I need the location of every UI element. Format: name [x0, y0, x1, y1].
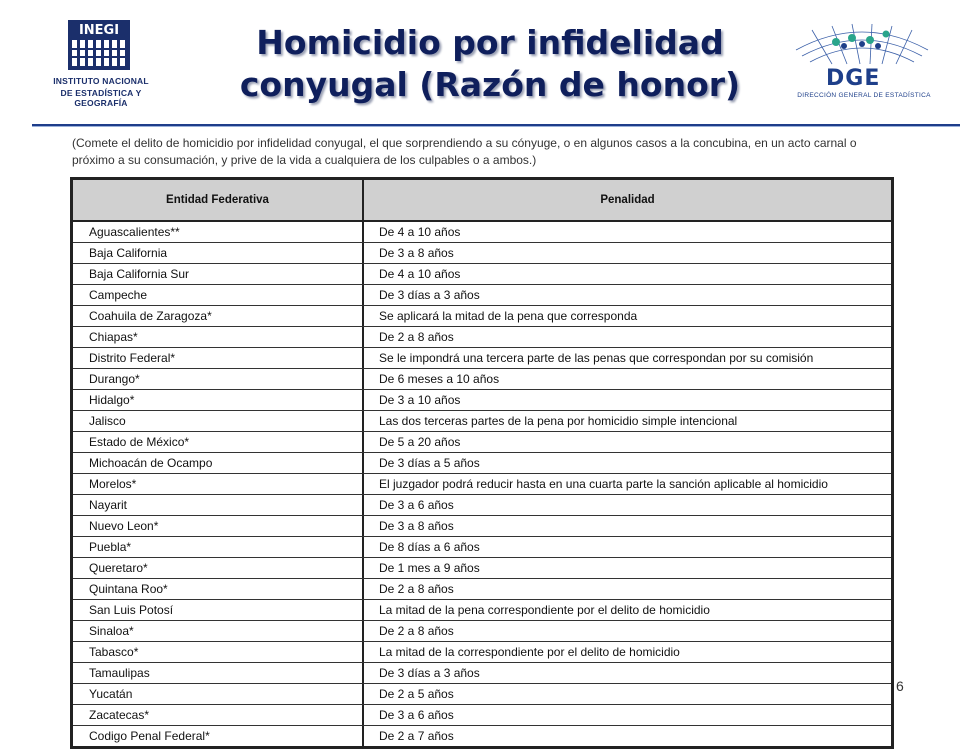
- cell-entidad: Puebla*: [73, 537, 364, 557]
- table-row: [73, 663, 891, 684]
- cell-entidad: Codigo Penal Federal*: [73, 726, 364, 746]
- cell-penalidad: De 2 a 8 años: [379, 330, 454, 344]
- table-row: [73, 579, 891, 600]
- cell-entidad: Campeche: [73, 285, 364, 305]
- cell-penalidad: El juzgador podrá reducir hasta en una cuarta parte la sanción aplicable al homicidio: [379, 477, 828, 491]
- table-row: [73, 474, 891, 495]
- cell-entidad: Durango*: [73, 369, 364, 389]
- table-row: [73, 621, 891, 642]
- cell-penalidad: De 4 a 10 años: [379, 267, 461, 281]
- cell-entidad: Zacatecas*: [73, 705, 364, 725]
- cell-penalidad: De 3 a 8 años: [379, 519, 454, 533]
- cell-penalidad: Se le impondrá una tercera parte de las penas que correspondan por su comisión: [379, 351, 814, 365]
- cell-penalidad: La mitad de la correspondiente por el delito de homicidio: [379, 645, 680, 659]
- cell-entidad: Nuevo Leon*: [73, 516, 364, 536]
- cell-penalidad: De 2 a 7 años: [379, 729, 454, 743]
- cell-penalidad: De 3 días a 3 años: [379, 288, 480, 302]
- table-row: [73, 516, 891, 537]
- cell-entidad: Yucatán: [73, 684, 364, 704]
- table-row: [73, 306, 891, 327]
- cell-entidad: Sinaloa*: [73, 621, 364, 641]
- inegi-logo: [36, 20, 166, 108]
- cell-penalidad: De 2 a 5 años: [379, 687, 454, 701]
- table-row: [73, 495, 891, 516]
- cell-entidad: Morelos*: [73, 474, 364, 494]
- inegi-mark-icon: [68, 20, 130, 70]
- cell-entidad: Nayarit: [73, 495, 364, 515]
- cell-entidad: Hidalgo*: [73, 390, 364, 410]
- cell-entidad: Michoacán de Ocampo: [73, 453, 364, 473]
- table-body: [73, 222, 891, 746]
- cell-entidad: Aguascalientes**: [73, 222, 364, 242]
- header-penalidad: Penalidad: [600, 194, 655, 206]
- cell-penalidad: De 6 meses a 10 años: [379, 372, 500, 386]
- cell-penalidad: De 3 días a 5 años: [379, 456, 480, 470]
- cell-penalidad: La mitad de la pena correspondiente por el delito de homicidio: [379, 603, 710, 617]
- table-row: [73, 432, 891, 453]
- table-header: [73, 180, 891, 222]
- cell-penalidad: Se aplicará la mitad de la pena que corresponda: [379, 309, 638, 323]
- header-entidad: Entidad Federativa: [73, 180, 364, 220]
- penalty-table: [70, 177, 894, 749]
- table-row: [73, 390, 891, 411]
- page-title-line1: Homicidio por infidelidad: [256, 23, 724, 62]
- table-row: [73, 411, 891, 432]
- table-row: [73, 537, 891, 558]
- table-row: [73, 264, 891, 285]
- inegi-mark-text: INEGI: [78, 23, 120, 38]
- cell-penalidad: De 8 días a 6 años: [379, 540, 480, 554]
- table-row: [73, 453, 891, 474]
- dge-logo: [792, 20, 932, 104]
- cell-penalidad: De 3 a 6 años: [379, 498, 454, 512]
- cell-penalidad: De 3 a 6 años: [379, 708, 454, 722]
- table-row: [73, 600, 891, 621]
- header-divider: [32, 124, 960, 127]
- table-row: [73, 327, 891, 348]
- table-row: [73, 222, 891, 243]
- page-title-line2: conyugal (Razón de honor): [239, 65, 741, 104]
- globe-mesh-icon: [792, 20, 932, 70]
- table-row: [73, 243, 891, 264]
- cell-entidad: Jalisco: [73, 411, 364, 431]
- cell-entidad: Chiapas*: [73, 327, 364, 347]
- intro-text: (Comete el delito de homicidio por infidelidad conyugal, el que sorprendiendo a su cónyuge, o en algunos casos a la concubina, en un acto carnal o próximo a su consumación, y prive de la vida a cualquiera de los culpables o a ambos.): [72, 136, 857, 167]
- table-row: [73, 348, 891, 369]
- cell-penalidad: De 5 a 20 años: [379, 435, 461, 449]
- cell-penalidad: Las dos terceras partes de la pena por homicidio simple intencional: [379, 414, 738, 428]
- inegi-label-line2: DE ESTADÍSTICA Y GEOGRAFÍA: [60, 88, 142, 108]
- inegi-label-line1: INSTITUTO NACIONAL: [53, 76, 149, 86]
- cell-penalidad: De 3 días a 3 años: [379, 666, 480, 680]
- page-title: [180, 22, 800, 106]
- cell-penalidad: De 2 a 8 años: [379, 582, 454, 596]
- dge-label: DIRECCIÓN GENERAL DE ESTADÍSTICA: [797, 92, 931, 99]
- cell-entidad: Quintana Roo*: [73, 579, 364, 599]
- table-row: [73, 684, 891, 705]
- cell-entidad: Tamaulipas: [73, 663, 364, 683]
- cell-entidad: Coahuila de Zaragoza*: [73, 306, 364, 326]
- cell-entidad: Distrito Federal*: [73, 348, 364, 368]
- cell-penalidad: De 4 a 10 años: [379, 225, 461, 239]
- table-row: [73, 705, 891, 726]
- table-row: [73, 726, 891, 746]
- cell-entidad: Baja California: [73, 243, 364, 263]
- cell-penalidad: De 1 mes a 9 años: [379, 561, 480, 575]
- table-row: [73, 285, 891, 306]
- table-row: [73, 558, 891, 579]
- page-number: 6: [896, 678, 904, 694]
- table-row: [73, 369, 891, 390]
- cell-entidad: Queretaro*: [73, 558, 364, 578]
- cell-penalidad: De 2 a 8 años: [379, 624, 454, 638]
- cell-entidad: Tabasco*: [73, 642, 364, 662]
- cell-entidad: San Luis Potosí: [73, 600, 364, 620]
- table-row: [73, 642, 891, 663]
- cell-penalidad: De 3 a 8 años: [379, 246, 454, 260]
- cell-penalidad: De 3 a 10 años: [379, 393, 461, 407]
- dge-mark-text: DGE: [826, 66, 881, 91]
- cell-entidad: Estado de México*: [73, 432, 364, 452]
- cell-entidad: Baja California Sur: [73, 264, 364, 284]
